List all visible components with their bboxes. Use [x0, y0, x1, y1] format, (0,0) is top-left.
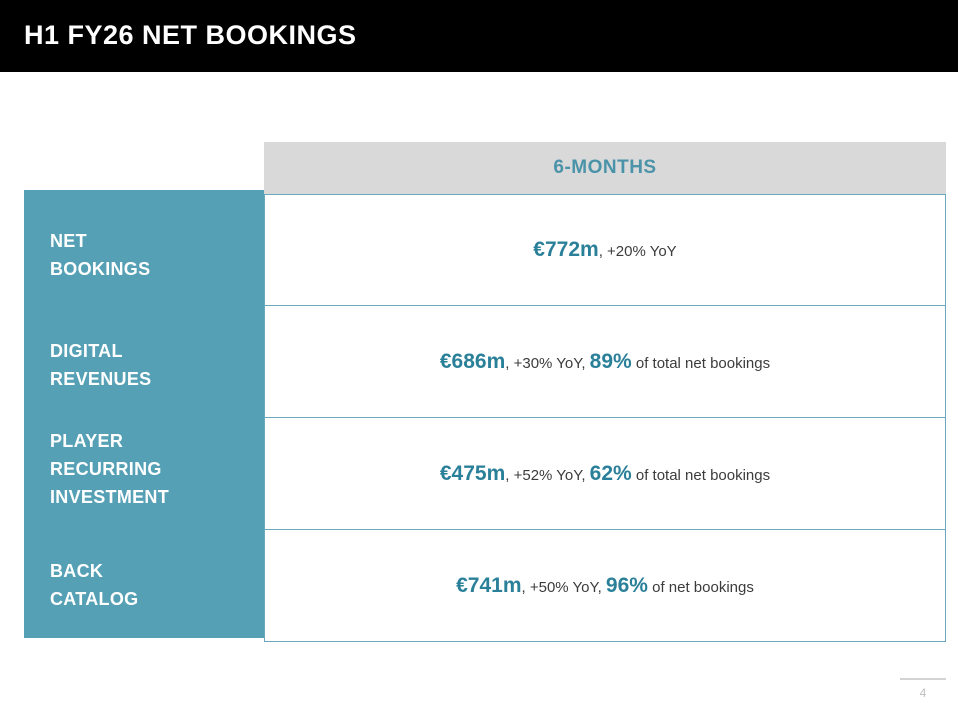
row-value-net-bookings	[515, 236, 694, 263]
row-detail: , +50% YoY,	[521, 578, 606, 596]
row-percent-detail: of net bookings	[647, 578, 754, 596]
row-label-net-bookings	[50, 228, 260, 284]
row-label-line: REVENUES	[50, 368, 152, 389]
column-header-label: 6-MONTHS	[553, 157, 657, 178]
row-value-player-recurring-investment	[422, 460, 788, 487]
table-value-rows	[264, 194, 946, 642]
row-percent: 62%	[589, 461, 632, 485]
row-label-line: RECURRING	[50, 458, 162, 479]
row-amount: €475m	[439, 461, 506, 485]
table-row	[264, 306, 946, 418]
row-percent: 89%	[589, 349, 632, 373]
row-detail: , +52% YoY,	[505, 466, 590, 484]
row-amount: €686m	[439, 349, 506, 373]
row-label-line: PLAYER	[50, 431, 124, 451]
table-row	[264, 194, 946, 306]
row-label-line: INVESTMENT	[50, 486, 170, 507]
row-detail: , +30% YoY,	[505, 354, 590, 372]
row-percent-detail: of total net bookings	[631, 466, 771, 484]
row-value-back-catalog	[438, 572, 772, 599]
row-value-digital-revenues	[422, 348, 788, 375]
row-amount: €741m	[456, 573, 522, 597]
row-label-back-catalog	[50, 558, 260, 614]
table-row	[264, 530, 946, 642]
row-label-line: BACK	[50, 561, 104, 581]
row-percent-detail: of total net bookings	[631, 354, 771, 372]
row-label-line: NET	[50, 231, 87, 251]
row-label-player-recurring-investment	[50, 428, 260, 512]
footer-divider	[900, 678, 946, 680]
row-label-line: CATALOG	[50, 588, 139, 609]
row-amount: €772m	[533, 238, 599, 262]
row-label-line: DIGITAL	[50, 341, 123, 361]
page-title: H1 FY26 NET BOOKINGS	[24, 20, 357, 50]
row-detail: , +20% YoY	[598, 243, 677, 261]
table-row	[264, 418, 946, 530]
slide-title-bar	[0, 0, 958, 72]
table-column-header	[264, 142, 946, 194]
row-label-column	[24, 190, 264, 638]
row-percent: 96%	[605, 573, 648, 597]
page-number: 4	[919, 686, 927, 700]
row-label-line: BOOKINGS	[50, 258, 151, 279]
row-label-digital-revenues	[50, 338, 260, 394]
